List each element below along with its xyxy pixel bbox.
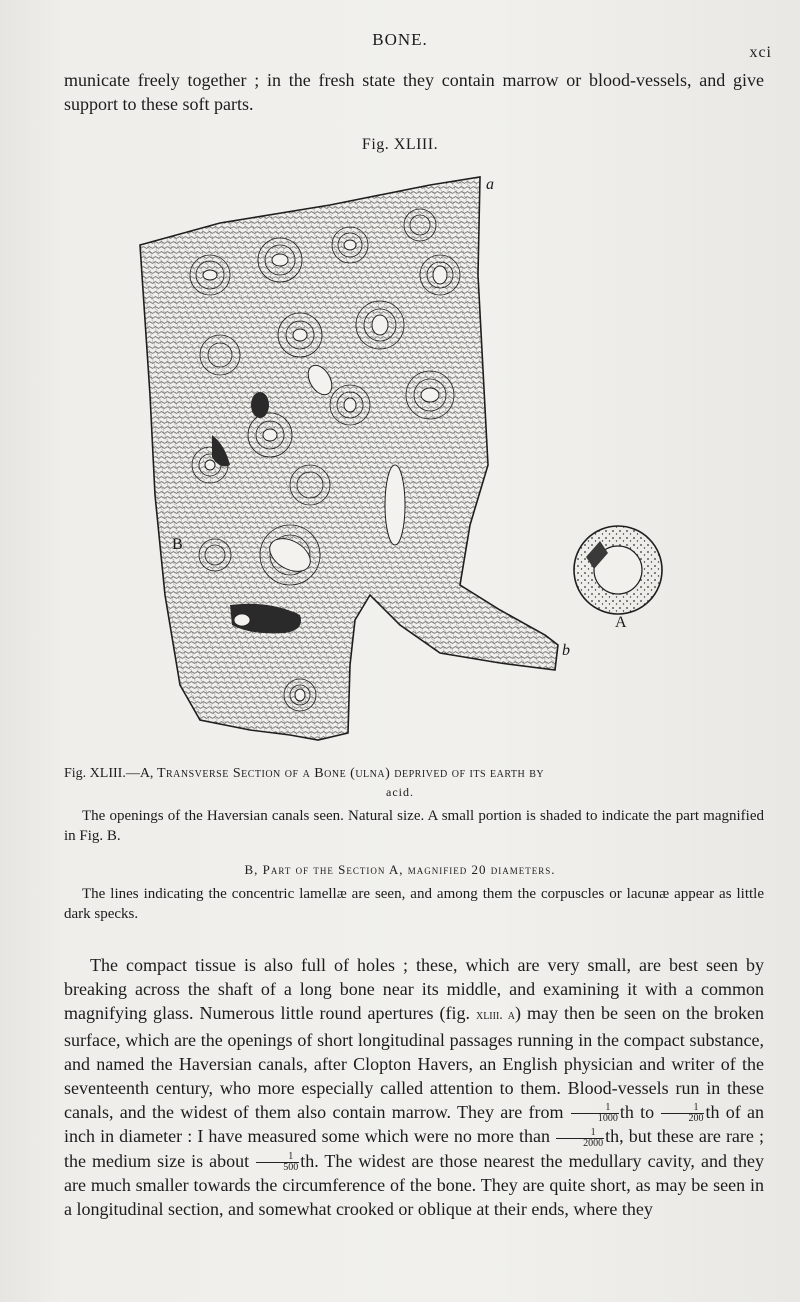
caption-prefix: Fig. XLIII.—A, [64, 766, 157, 781]
bone-section-illustration [100, 165, 700, 755]
running-title: BONE. [372, 30, 428, 49]
caption-b-title: B, Part of the Section A, magnified 20 diameters. [244, 862, 556, 877]
caption-title: Transverse Section of a Bone (ulna) deprived of its earth by [156, 766, 545, 781]
section-a-ring [574, 526, 662, 614]
body-text-3: th to [619, 1102, 661, 1122]
body-text-2: ) may then be seen on the broken surface, which are the openings of short longitudinal passages running in the compact substance, and named the Haversian canals, after Clopton Havers, an English physician and writer of the seventeenth century, who more especially called attention to them. Blood-vessels run in these canals, and the widest of them also contain marrow. They are from [64, 1003, 765, 1122]
body-paragraph [64, 953, 764, 1221]
body-text-4: th of an inch in diameter : I have measured some which were no more than [64, 1102, 765, 1147]
body-text-5: th, but these are rare ; the medium size is about [64, 1126, 765, 1171]
caption-acid: acid. [386, 785, 414, 799]
label-a: a [486, 176, 494, 193]
top-paragraph: municate freely together ; in the fresh state they contain marrow or blood-vessels, and give support to these soft parts. [64, 70, 764, 114]
fraction-2: $\frac{1}{200}$ [661, 1103, 704, 1124]
label-B: B [172, 536, 183, 553]
fraction-1: $\frac{1}{1000}$ [571, 1103, 619, 1124]
fraction-4: $\frac{1}{500}$ [256, 1152, 299, 1173]
figure-title: Fig. XLIII. [361, 136, 439, 153]
caption-text-a: The openings of the Haversian canals seen. Natural size. A small portion is shaded to indicate the part magnified in Fig. B. [64, 808, 764, 844]
label-b: b [562, 642, 570, 659]
figure-caption-line [64, 764, 764, 784]
fraction-3: $\frac{1}{2000}$ [556, 1128, 604, 1149]
caption-text-b: The lines indicating the concentric lamellæ are seen, and among them the corpuscles or lacunæ appear as little dark specks. [64, 886, 764, 922]
body-text-6: th. The widest are those nearest the medullary cavity, and they are much smaller towards the circumference of the bone. They are quite short, as may be seen in a longitudinal section, and somewhat crooked or oblique at their ends, where they [64, 1150, 764, 1220]
figure-reference: xliii. a [475, 1008, 516, 1023]
body-text-1: The compact tissue is also full of holes ; these, which are very small, are best seen by breaking across the shaft of a long bone near its middle, and examining it with a common magnifying glass. Numerous little round apertures (fig. [64, 955, 764, 1023]
bone-engraving [100, 165, 700, 755]
label-A: A [615, 614, 627, 631]
page-number: xci [749, 44, 772, 61]
